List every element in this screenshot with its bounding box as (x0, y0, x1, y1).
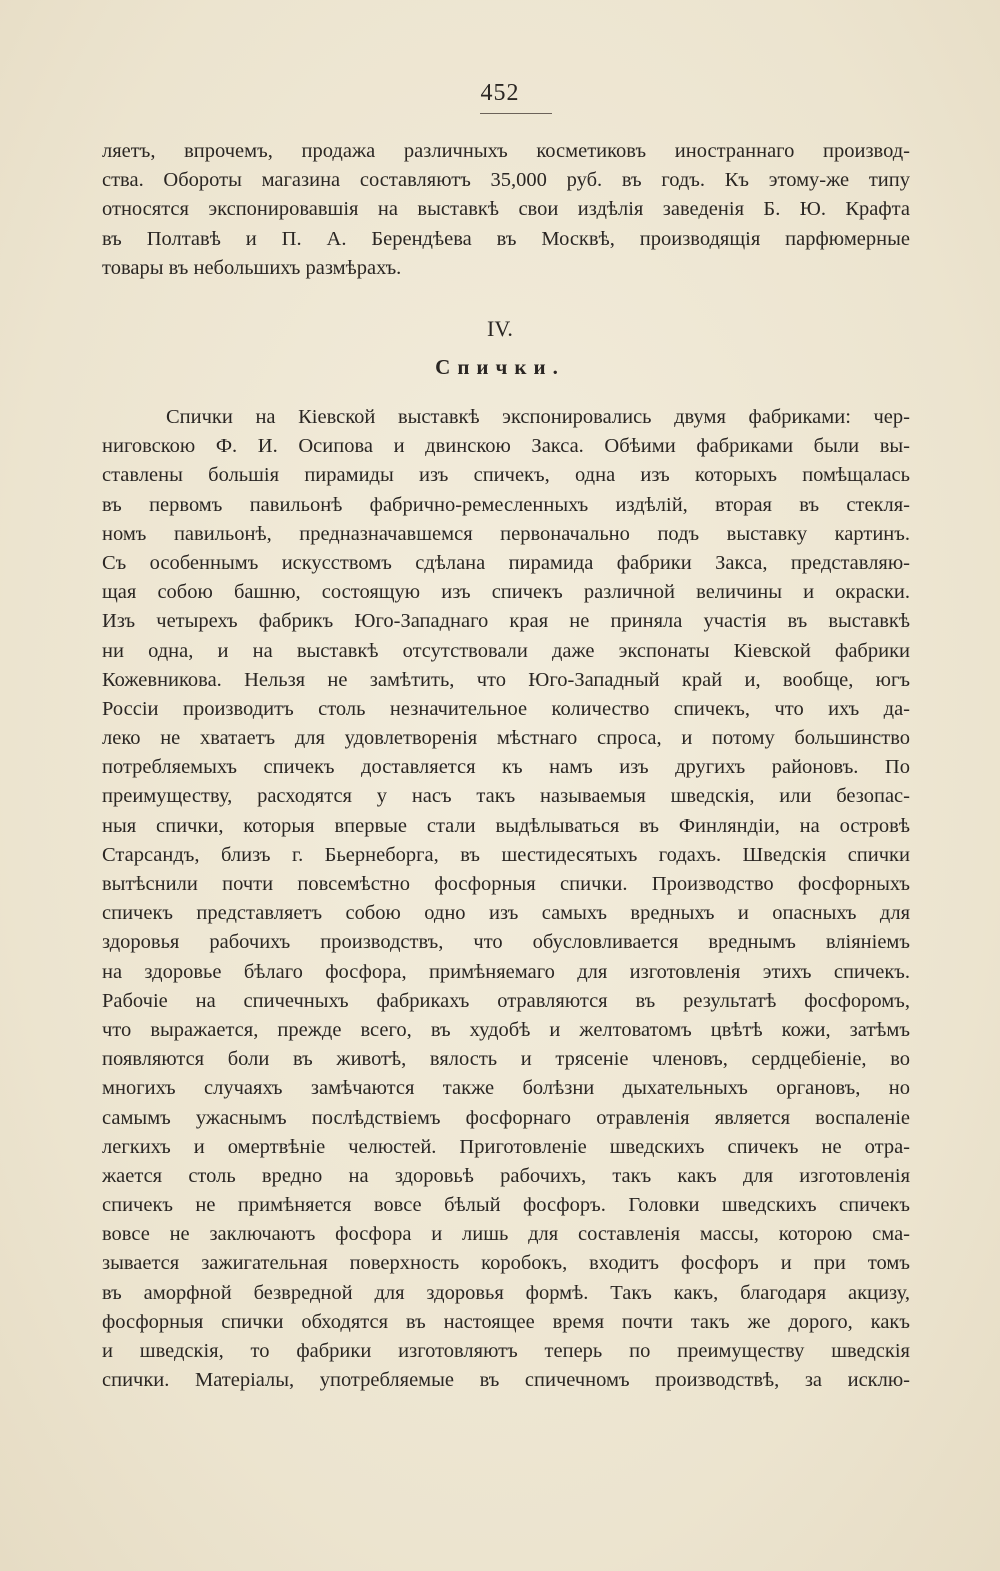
text-line: Съ особеннымъ искусствомъ сдѣлана пирамида фабрики Закса, представляю- (102, 551, 910, 574)
text-line: Рабочіе на спичечныхъ фабрикахъ отравляются въ результатѣ фосфоромъ, (102, 989, 910, 1012)
text-line: ляетъ, впрочемъ, продажа различныхъ косметиковъ иностраннаго производ- (102, 140, 910, 162)
page-number-container (0, 76, 1000, 110)
text-line: потребляемыхъ спичекъ доставляется къ намъ изъ другихъ районовъ. По (102, 756, 910, 779)
text-line: ниговскою Ф. И. Осипова и двинскою Закса. Обѣими фабриками были вы- (102, 435, 910, 458)
text-line: спички. Матеріалы, употребляемые въ спичечномъ производствѣ, за исклю- (102, 1369, 910, 1392)
text-line: въ первомъ павильонѣ фабрично-ремесленныхъ издѣлій, вторая въ стекля- (102, 493, 910, 516)
text-line: щая собою башню, состоящую изъ спичекъ различной величины и окраски. (102, 581, 910, 604)
text-line: въ аморфной безвредной для здоровья формѣ. Такъ какъ, благодаря акцизу, (102, 1281, 910, 1304)
text-line: ства. Обороты магазина составляютъ 35,000 руб. въ годъ. Къ этому-же типу (102, 169, 910, 192)
text-line: вытѣснили почти повсемѣстно фосфорныя спички. Производство фосфорныхъ (102, 873, 910, 895)
paragraph-matches (102, 403, 910, 1395)
text-line: ставлены большія пирамиды изъ спичекъ, одна изъ которыхъ помѣщалась (102, 464, 910, 487)
page-number-underline (480, 113, 552, 114)
text-line: что выражается, прежде всего, въ худобѣ и желтоватомъ цвѣтѣ кожи, затѣмъ (102, 1018, 910, 1041)
text-line: относятся экспонировавшія на выставкѣ свои издѣлія заведенія Б. Ю. Крафта (102, 198, 910, 221)
text-line: Кожевникова. Нельзя не замѣтить, что Юго-Западный край и, вообще, югъ (102, 668, 910, 691)
text-line: Старсандъ, близъ г. Бьернеборга, въ шестидесятыхъ годахъ. Шведскія спички (102, 843, 910, 866)
text-line: номъ павильонѣ, предназначавшемся первоначально подъ выставку картинъ. (102, 522, 910, 545)
text-line: Спички на Кіевской выставкѣ экспонировались двумя фабриками: чер- (166, 406, 910, 428)
text-line: вовсе не заключаютъ фосфора и лишь для составленія массы, которою сма- (102, 1223, 910, 1246)
paragraph-continued (102, 137, 910, 283)
text-line: Россіи производитъ столь незначительное количество спичекъ, что ихъ да- (102, 697, 910, 720)
section-title: Спички. (435, 355, 565, 379)
text-line: спичекъ представляетъ собою одно изъ самыхъ вредныхъ и опасныхъ для (102, 902, 910, 925)
text-line: зывается зажигательная поверхность коробокъ, входитъ фосфоръ и при томъ (102, 1252, 910, 1275)
text-line: на здоровье бѣлаго фосфора, примѣняемаго для изготовленія этихъ спичекъ. (102, 960, 910, 983)
page-number: 452 (480, 80, 520, 106)
text-line: преимуществу, расходятся у насъ такъ называемыя шведскія, или безопас- (102, 785, 910, 808)
text-line: появляются боли въ животѣ, вялость и трясеніе членовъ, сердцебіеніе, во (102, 1048, 910, 1071)
text-line: многихъ случаяхъ замѣчаются также болѣзни дыхательныхъ органовъ, но (102, 1077, 910, 1100)
text-line: и шведскія, то фабрики изготовляютъ теперь по преимуществу шведскія (102, 1340, 910, 1362)
text-line: ныя спички, которыя впервые стали выдѣлываться въ Финляндіи, на островѣ (102, 814, 910, 837)
text-line: леко не хватаетъ для удовлетворенія мѣстнаго спроса, и потому большинство (102, 727, 910, 750)
text-line: легкихъ и омертвѣніе челюстей. Приготовленіе шведскихъ спичекъ не отра- (102, 1135, 910, 1158)
section-number: IV. (487, 316, 513, 341)
text-line: товары въ небольшихъ размѣрахъ. (102, 256, 402, 279)
text-line: Изъ четырехъ фабрикъ Юго-Западнаго края не приняла участія въ выставкѣ (102, 610, 910, 633)
text-line: жается столь вредно на здоровьѣ рабочихъ, такъ какъ для изготовленія (102, 1164, 910, 1187)
text-line: фосфорныя спички обходятся въ настоящее время почти такъ же дорого, какъ (102, 1310, 910, 1333)
text-line: ни одна, и на выставкѣ отсутствовали даже экспонаты Кіевской фабрики (102, 639, 910, 662)
text-line: здоровья рабочихъ производствъ, что обусловливается вреднымъ вліяніемъ (102, 931, 910, 954)
text-line: въ Полтавѣ и П. А. Берендѣева въ Москвѣ, производящія парфюмерные (102, 227, 910, 250)
text-line: спичекъ не примѣняется вовсе бѣлый фосфоръ. Головки шведскихъ спичекъ (102, 1194, 910, 1217)
text-line: самымъ ужаснымъ послѣдствіемъ фосфорнаго отравленія является воспаленіе (102, 1106, 910, 1129)
